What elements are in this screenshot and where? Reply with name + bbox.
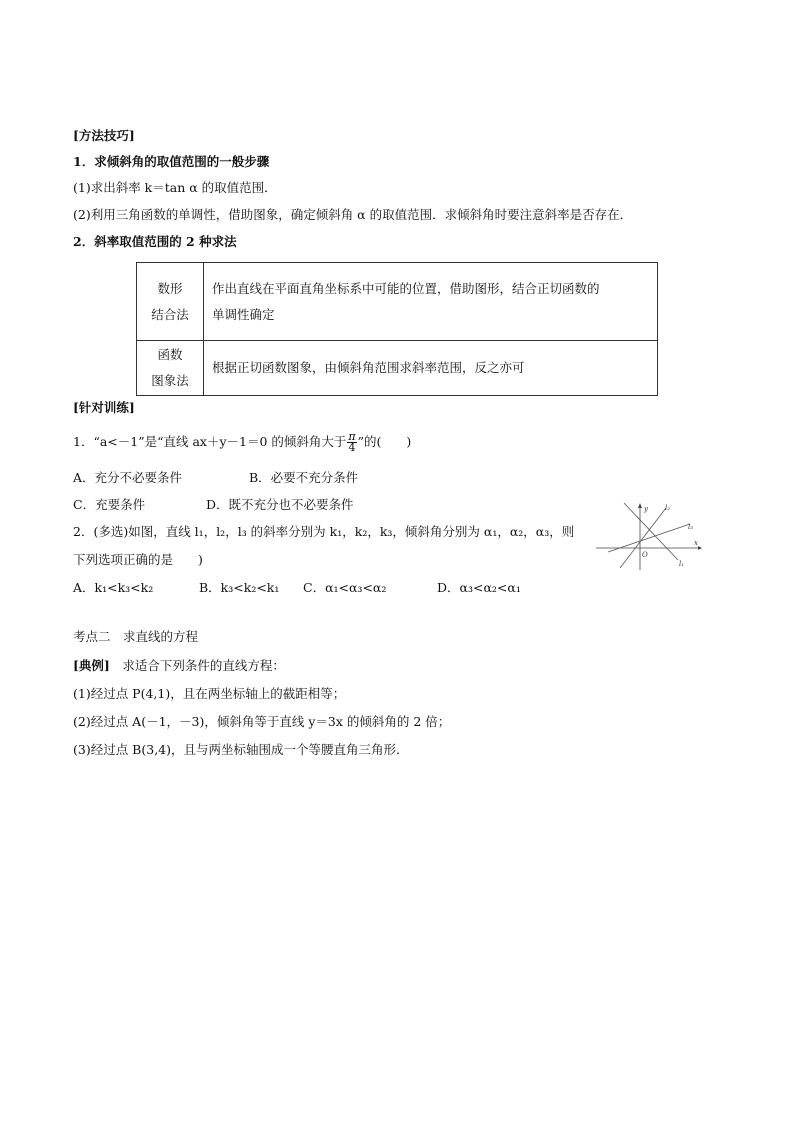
example-item-3: (3)经过点 B(3,4)，且与两坐标轴围成一个等腰直角三角形． (73, 742, 409, 757)
question-2-stem-line-1: 2．(多选)如图，直线 l₁，l₂，l₃ 的斜率分别为 k₁，k₂，k₃，倾斜角分别为 α₁，α₂，α₃，则 (73, 524, 575, 539)
question-1-text: 1．“a<－1”是“直线 ax＋y－1＝0 的倾斜角大于 (73, 434, 347, 449)
method-desc-line-1: 根据正切函数图象，由倾斜角范围求斜率范围，反之亦可 (212, 360, 525, 375)
question-2-option-d: D．α₃<α₂<α₁ (437, 580, 521, 595)
example-text: 求适合下列条件的直线方程： (109, 658, 285, 673)
fraction-numerator: π (348, 430, 356, 443)
l2-label: l₂ (665, 504, 671, 512)
table-row (137, 341, 658, 396)
l3-label: l₃ (688, 523, 694, 531)
example-intro (73, 658, 285, 674)
fraction-denominator: 4 (348, 441, 356, 454)
y-axis-arrow-icon (638, 503, 642, 508)
slope-methods-table (136, 262, 658, 396)
method-name-cell (137, 263, 204, 341)
method-name-line-1: 数形 (157, 280, 183, 296)
method-name-cell (137, 341, 204, 396)
training-heading: [针对训练] (73, 400, 135, 415)
section-2-title: 考点二 求直线的方程 (73, 629, 199, 644)
question-2-option-c: C．α₁<α₃<α₂ (303, 580, 387, 595)
example-item-1: (1)经过点 P(4,1)，且在两坐标轴上的截距相等； (73, 686, 346, 701)
question-1-text-end: ”的( ) (357, 434, 412, 449)
method-name-line-2: 结合法 (151, 306, 189, 322)
method-name-line-1: 函数 (157, 347, 183, 362)
method-desc-line-1: 作出直线在平面直角坐标系中可能的位置，借助图形，结合正切函数的 (212, 280, 600, 296)
question-2-option-a: A．k₁<k₃<k₂ (73, 580, 154, 595)
origin-label: O (642, 551, 648, 559)
l1-label: l₁ (679, 560, 685, 568)
method-1-step-1: (1)求出斜率 k＝tan α 的取值范围． (73, 180, 277, 195)
three-lines-figure (594, 500, 702, 572)
line-l2 (620, 508, 666, 568)
question-1-option-c: C．充要条件 (73, 497, 146, 512)
method-desc-line-2: 单调性确定 (212, 306, 275, 322)
x-axis-arrow-icon (698, 546, 702, 550)
example-item-2: (2)经过点 A(－1，－3)，倾斜角等于直线 y＝3x 的倾斜角的 2 倍； (73, 714, 451, 729)
method-desc-cell (204, 263, 658, 341)
question-1-stem (73, 432, 411, 453)
pi-over-4-fraction (347, 432, 356, 453)
question-1-option-d: D．既不充分也不必要条件 (206, 497, 354, 512)
example-tag: [典例] (73, 658, 110, 673)
method-1-step-2: (2)利用三角函数的单调性，借助图象，确定倾斜角 α 的取值范围．求倾斜角时要注意斜率是否存在． (73, 207, 633, 222)
question-2-option-b: B．k₃<k₂<k₁ (199, 580, 280, 595)
method-name-line-2: 图象法 (151, 373, 189, 388)
method-desc-cell (204, 341, 658, 396)
question-1-option-a: A．充分不必要条件 (73, 470, 183, 485)
table-row (137, 263, 658, 341)
methods-heading: [方法技巧] (73, 128, 135, 143)
method-1-title: 1．求倾斜角的取值范围的一般步骤 (73, 154, 270, 169)
question-2-stem-line-2: 下列选项正确的是 ) (73, 552, 203, 567)
method-2-title: 2．斜率取值范围的 2 种求法 (73, 234, 237, 249)
y-axis-label: y (644, 505, 648, 513)
x-axis-label: x (694, 539, 698, 547)
question-1-option-b: B．必要不充分条件 (249, 470, 359, 485)
